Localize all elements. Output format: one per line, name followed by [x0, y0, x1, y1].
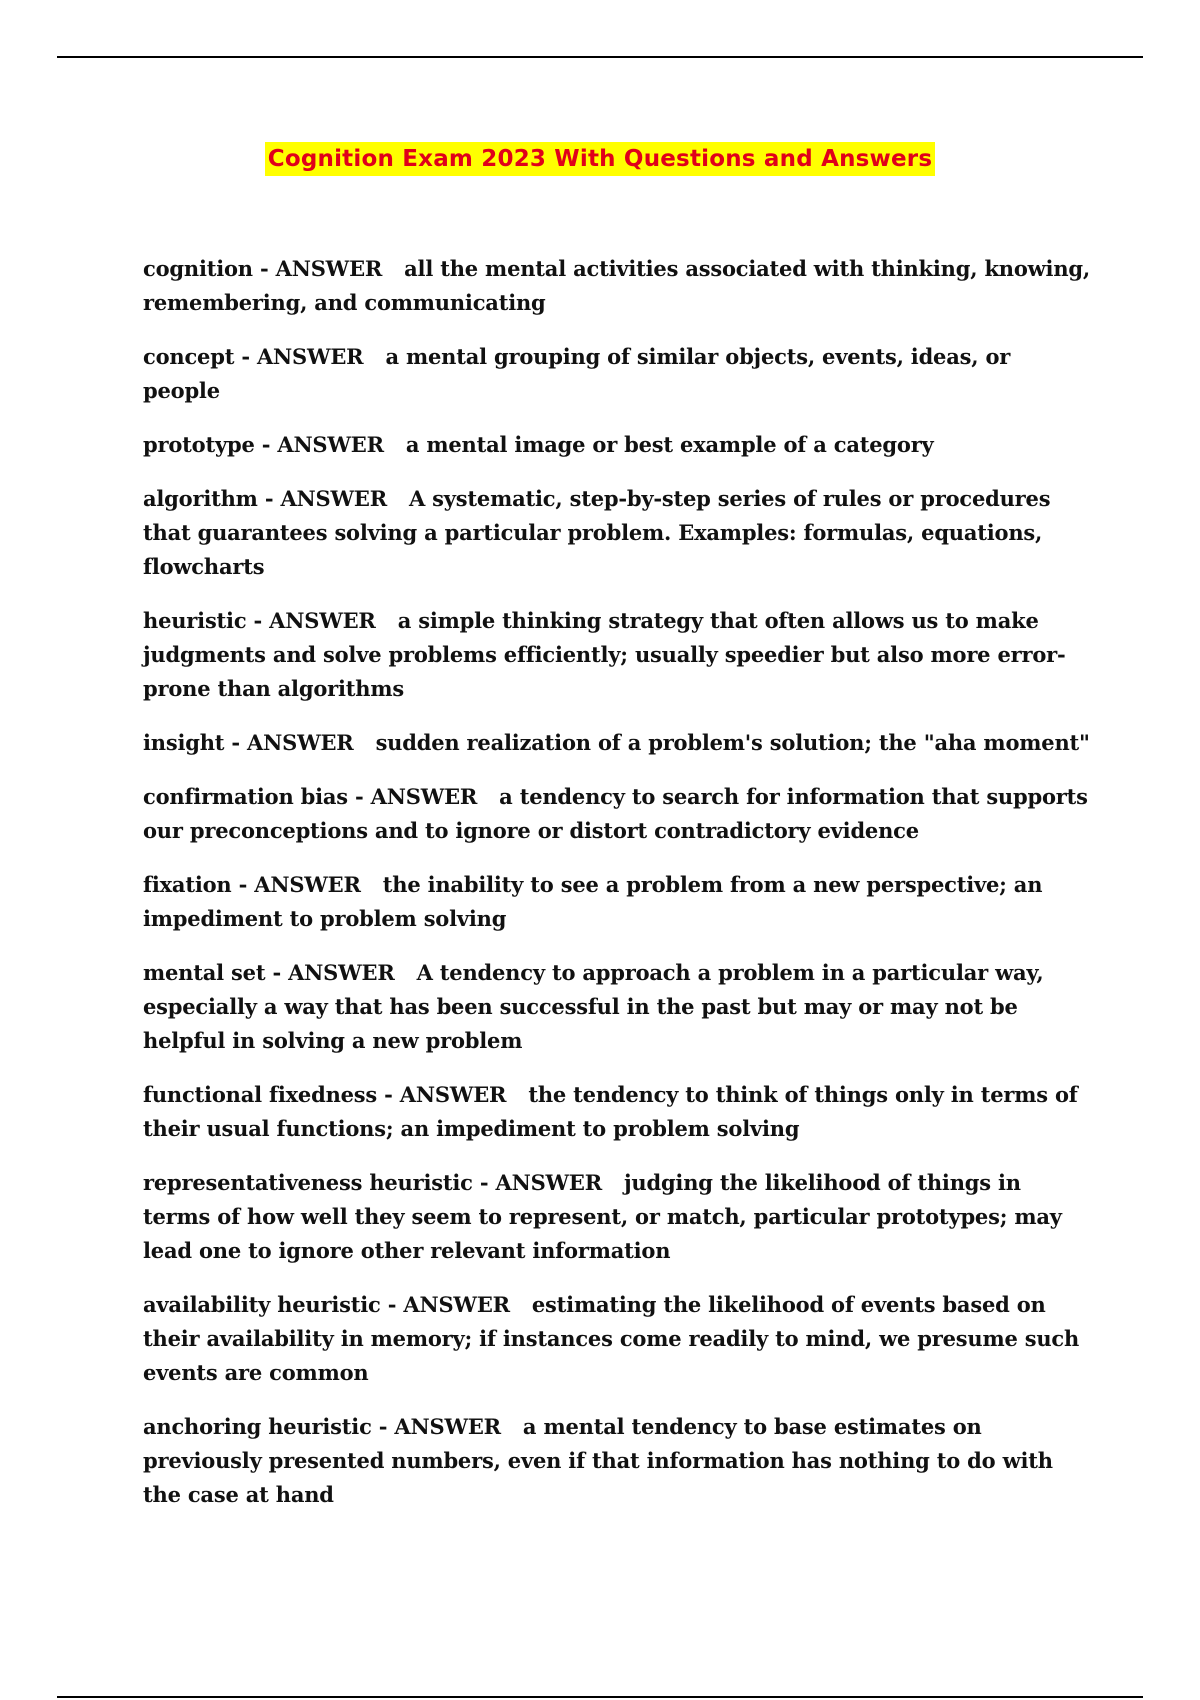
- entry-term: mental set: [143, 960, 266, 985]
- top-rule: [57, 56, 1143, 58]
- bottom-rule: [57, 1696, 1143, 1698]
- document-title: Cognition Exam 2023 With Questions and Answers: [265, 142, 935, 176]
- entry-definition: a mental tendency to base estimates on previously presented numbers, even if that information has nothing to do with the case at hand: [143, 1414, 1053, 1507]
- answer-separator: - ANSWER: [252, 256, 383, 281]
- entry-term: anchoring heuristic: [143, 1414, 372, 1439]
- entry-definition: a mental grouping of similar objects, events, ideas, or people: [143, 344, 1011, 403]
- answer-separator: - ANSWER: [472, 1170, 602, 1195]
- entry-term: fixation: [143, 872, 232, 897]
- entry-definition: sudden realization of a problem's solution; the "aha moment": [375, 730, 1090, 755]
- entry-term: functional fixedness: [143, 1082, 378, 1107]
- qa-entry: [143, 780, 1093, 848]
- entry-definition: A tendency to approach a problem in a particular way, especially a way that has been successful in the past but may or may not be helpful in solving a new problem: [143, 960, 1044, 1053]
- qa-entry: [143, 340, 1093, 408]
- entry-term: heuristic: [143, 608, 247, 633]
- entry-definition: judging the likelihood of things in terms of how well they seem to represent, or match, particular prototypes; may lead one to ignore other relevant information: [143, 1170, 1062, 1263]
- entry-term: availability heuristic: [143, 1292, 381, 1317]
- entry-definition: the inability to see a problem from a new perspective; an impediment to problem solving: [143, 872, 1043, 931]
- entry-definition: a tendency to search for information that supports our preconceptions and to ignore or distort contradictory evidence: [143, 784, 1088, 843]
- qa-entry: [143, 1166, 1093, 1268]
- qa-entry: [143, 726, 1093, 760]
- entry-definition: a mental image or best example of a category: [405, 432, 934, 457]
- answer-separator: - ANSWER: [380, 1292, 510, 1317]
- entry-term: confirmation bias: [143, 784, 348, 809]
- answer-separator: - ANSWER: [371, 1414, 501, 1439]
- entry-definition: a simple thinking strategy that often allows us to make judgments and solve problems efficiently; usually speedier but also more error-prone than algorithms: [143, 608, 1066, 701]
- answer-separator: - ANSWER: [234, 344, 364, 369]
- entry-definition: the tendency to think of things only in terms of their usual functions; an impediment to problem solving: [143, 1082, 1078, 1141]
- qa-entry: [143, 482, 1093, 584]
- qa-entry: [143, 1288, 1093, 1390]
- entry-definition: estimating the likelihood of events based on their availability in memory; if instances come readily to mind, we presume such events are common: [143, 1292, 1080, 1385]
- entry-definition: all the mental activities associated with thinking, knowing, remembering, and communicating: [143, 256, 1091, 315]
- entry-term: concept: [143, 344, 235, 369]
- qa-entry: [143, 428, 1093, 462]
- answer-separator: - ANSWER: [377, 1082, 507, 1107]
- answer-separator: - ANSWER: [231, 872, 361, 897]
- qa-entry: [143, 604, 1093, 706]
- answer-separator: - ANSWER: [347, 784, 478, 809]
- entry-term: cognition: [143, 256, 253, 281]
- entry-term: prototype: [143, 432, 255, 457]
- qa-entry: [143, 868, 1093, 936]
- qa-entry: [143, 1078, 1093, 1146]
- answer-separator: - ANSWER: [246, 608, 376, 633]
- answer-separator: - ANSWER: [257, 486, 387, 511]
- qa-entry: [143, 1410, 1093, 1512]
- qa-list: [143, 252, 1093, 1532]
- qa-entry: [143, 252, 1093, 320]
- entry-term: representativeness heuristic: [143, 1170, 473, 1195]
- answer-separator: - ANSWER: [254, 432, 384, 457]
- entry-definition: A systematic, step-by-step series of rules or procedures that guarantees solving a particular problem. Examples: formulas, equations, flowcharts: [143, 486, 1051, 579]
- answer-separator: - ANSWER: [265, 960, 395, 985]
- answer-separator: - ANSWER: [224, 730, 354, 755]
- qa-entry: [143, 956, 1093, 1058]
- title-container: [0, 142, 1200, 176]
- entry-term: algorithm: [143, 486, 258, 511]
- entry-term: insight: [143, 730, 225, 755]
